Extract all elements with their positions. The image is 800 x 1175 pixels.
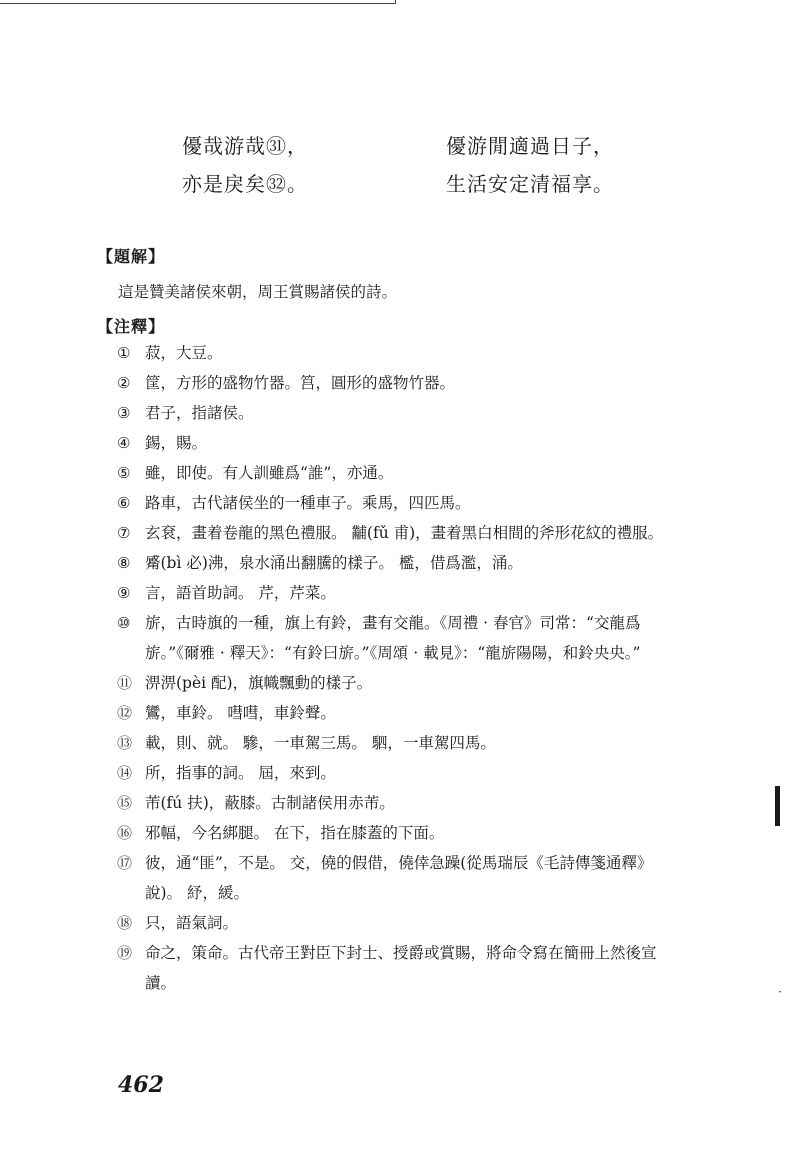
top-border-rule (0, 3, 395, 4)
note-text: 彼，通“匪”，不是。 交，僥的假借，僥倖急躁(從馬瑞辰《毛詩傳箋通釋》說)。 紓，緩。 (145, 854, 653, 902)
note-number: ④ (117, 434, 131, 452)
note-item (117, 548, 677, 578)
note-item (117, 908, 677, 938)
note-number: ⑪ (117, 674, 133, 692)
note-text: 雖，即使。有人訓雖爲“誰”，亦通。 (145, 464, 394, 482)
note-number: ⑲ (117, 944, 133, 962)
note-number: ⑬ (117, 734, 133, 752)
poem-translation-line: 優游閒適過日子， (446, 134, 614, 158)
page-number: 462 (118, 1072, 164, 1098)
note-text: 芾(fú 扶)，蔽膝。古制諸侯用赤芾。 (145, 794, 395, 812)
note-number: ⑫ (117, 704, 133, 722)
poem-translation-line: 生活安定清福享。 (446, 172, 614, 196)
note-item (117, 608, 677, 668)
intro-heading: 【題解】 (97, 247, 166, 266)
note-number: ⑱ (117, 914, 133, 932)
note-text: 筐，方形的盛物竹器。筥，圓形的盛物竹器。 (145, 374, 456, 392)
scan-speck: · (778, 985, 782, 999)
note-item (117, 338, 677, 368)
poem-original-line: 亦是戾矣㉜。 (182, 172, 308, 196)
note-number: ② (117, 374, 131, 392)
note-text: 命之，策命。古代帝王對臣下封士、授爵或賞賜，將命令寫在簡冊上然後宣讀。 (145, 944, 657, 992)
notes-heading: 【注釋】 (97, 317, 166, 336)
note-item (117, 818, 677, 848)
note-text: 錫，賜。 (145, 434, 208, 452)
note-number: ① (117, 344, 131, 362)
note-number: ⑭ (117, 764, 133, 782)
note-item (117, 668, 677, 698)
note-text: 淠淠(pèi 配)，旗幟飄動的樣子。 (145, 674, 373, 692)
note-text: 玄袞，畫着卷龍的黑色禮服。 黼(fǔ 甫)，畫着黑白相間的斧形花紋的禮服。 (145, 524, 664, 542)
note-number: ⑩ (117, 614, 131, 632)
note-text: 菽，大豆。 (145, 344, 223, 362)
note-number: ⑥ (117, 494, 131, 512)
note-item (117, 728, 677, 758)
poem-original-line: 優哉游哉㉛， (182, 134, 308, 158)
note-number: ⑰ (117, 854, 133, 872)
note-text: 君子，指諸侯。 (145, 404, 254, 422)
note-item (117, 368, 677, 398)
notes-list (117, 338, 677, 998)
note-item (117, 398, 677, 428)
note-text: 旂，古時旗的一種，旗上有鈴，畫有交龍。《周禮 · 春官》司常：“交龍爲旂。”《爾雅 · 釋天》：“有鈴曰旂。”《周頌 · 載見》：“龍旂陽陽，和鈴央央。” (145, 614, 641, 662)
note-number: ⑦ (117, 524, 131, 542)
note-item (117, 488, 677, 518)
note-number: ⑨ (117, 584, 131, 602)
note-item (117, 758, 677, 788)
note-item (117, 698, 677, 728)
scan-edge-mark (775, 786, 780, 826)
note-text: 鸞，車鈴。 嘒嘒，車鈴聲。 (145, 704, 336, 722)
note-text: 觱(bì 必)沸，泉水涌出翻騰的樣子。 檻，借爲濫，涌。 (145, 554, 523, 572)
note-item (117, 518, 677, 548)
note-item (117, 938, 677, 998)
note-text: 載，則、就。 驂，一車駕三馬。 駟，一車駕四馬。 (145, 734, 496, 752)
note-text: 所，指事的詞。 屆，來到。 (145, 764, 336, 782)
intro-text: 這是贊美諸侯來朝，周王賞賜諸侯的詩。 (118, 283, 398, 301)
note-number: ③ (117, 404, 131, 422)
note-item (117, 428, 677, 458)
top-border-tick (395, 0, 396, 4)
note-number: ⑯ (117, 824, 133, 842)
note-number: ⑮ (117, 794, 133, 812)
note-item (117, 578, 677, 608)
note-number: ⑤ (117, 464, 131, 482)
note-text: 路車，古代諸侯坐的一種車子。乘馬，四匹馬。 (145, 494, 471, 512)
note-text: 邪幅，今名綁腿。 在下，指在膝蓋的下面。 (145, 824, 445, 842)
note-item (117, 848, 677, 908)
note-text: 言，語首助詞。 芹，芹菜。 (145, 584, 336, 602)
note-number: ⑧ (117, 554, 131, 572)
note-item (117, 458, 677, 488)
note-item (117, 788, 677, 818)
note-text: 只，語氣詞。 (145, 914, 239, 932)
